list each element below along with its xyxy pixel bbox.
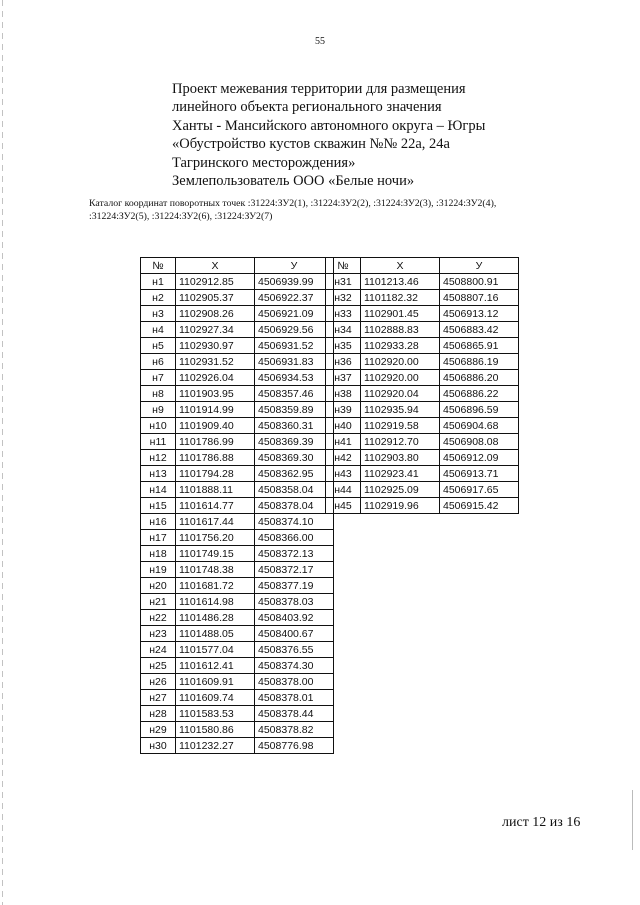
- table-row: [141, 706, 334, 722]
- x-coordinate: 1102920.04: [361, 386, 440, 402]
- y-coordinate: 4508378.00: [255, 674, 334, 690]
- point-number: н14: [141, 482, 176, 498]
- x-coordinate: 1102919.58: [361, 418, 440, 434]
- y-coordinate: 4506915.42: [440, 498, 519, 514]
- point-number: н19: [141, 562, 176, 578]
- x-coordinate: 1102920.00: [361, 354, 440, 370]
- x-coordinate: 1102933.28: [361, 338, 440, 354]
- x-coordinate: 1101786.99: [176, 434, 255, 450]
- title-line: Проект межевания территории для размещения: [172, 81, 466, 97]
- table-row: [326, 338, 519, 354]
- table-row: [141, 322, 334, 338]
- y-coordinate: 4508358.04: [255, 482, 334, 498]
- y-coordinate: 4508372.13: [255, 546, 334, 562]
- x-coordinate: 1102901.45: [361, 306, 440, 322]
- y-coordinate: 4506904.68: [440, 418, 519, 434]
- y-coordinate: 4508800.91: [440, 274, 519, 290]
- x-coordinate: 1101909.40: [176, 418, 255, 434]
- table-row: [141, 418, 334, 434]
- y-coordinate: 4508378.44: [255, 706, 334, 722]
- point-number: н5: [141, 338, 176, 354]
- table-row: [326, 322, 519, 338]
- table-row: [326, 450, 519, 466]
- y-coordinate: 4508403.92: [255, 610, 334, 626]
- point-number: н9: [141, 402, 176, 418]
- point-number: н25: [141, 658, 176, 674]
- x-coordinate: 1101749.15: [176, 546, 255, 562]
- point-number: н40: [326, 418, 361, 434]
- x-coordinate: 1101681.72: [176, 578, 255, 594]
- x-coordinate: 1101182.32: [361, 290, 440, 306]
- table-row: [141, 738, 334, 754]
- table-row: [141, 530, 334, 546]
- x-coordinate: 1101609.74: [176, 690, 255, 706]
- header-number: №: [326, 258, 361, 274]
- title-line: «Обустройство кустов скважин №№ 22а, 24а: [172, 136, 450, 153]
- x-coordinate: 1101488.05: [176, 626, 255, 642]
- sheet-counter: лист 12 из 16: [502, 815, 581, 830]
- table-row: [326, 354, 519, 370]
- y-coordinate: 4506886.20: [440, 370, 519, 386]
- catalog-caption: [89, 198, 589, 223]
- table-row: [141, 498, 334, 514]
- table-row: [326, 466, 519, 482]
- y-coordinate: 4508378.03: [255, 594, 334, 610]
- point-number: н18: [141, 546, 176, 562]
- point-number: н41: [326, 434, 361, 450]
- header-y: У: [255, 258, 334, 274]
- table-row: [141, 722, 334, 738]
- point-number: н31: [326, 274, 361, 290]
- y-coordinate: 4506865.91: [440, 338, 519, 354]
- x-coordinate: 1102905.37: [176, 290, 255, 306]
- point-number: н34: [326, 322, 361, 338]
- x-coordinate: 1101748.38: [176, 562, 255, 578]
- table-row: [141, 514, 334, 530]
- point-number: н32: [326, 290, 361, 306]
- table-row: [326, 482, 519, 498]
- table-body-right: [326, 274, 519, 514]
- y-coordinate: 4508376.55: [255, 642, 334, 658]
- y-coordinate: 4508369.30: [255, 450, 334, 466]
- point-number: н16: [141, 514, 176, 530]
- y-coordinate: 4506922.37: [255, 290, 334, 306]
- table-row: [141, 642, 334, 658]
- title-line: Ханты - Мансийского автономного округа – Югры: [172, 117, 486, 134]
- point-number: н6: [141, 354, 176, 370]
- x-coordinate: 1102903.80: [361, 450, 440, 466]
- y-coordinate: 4506896.59: [440, 402, 519, 418]
- y-coordinate: 4506929.56: [255, 322, 334, 338]
- table-row: [326, 290, 519, 306]
- x-coordinate: 1101794.28: [176, 466, 255, 482]
- point-number: н11: [141, 434, 176, 450]
- point-number: н38: [326, 386, 361, 402]
- x-coordinate: 1102888.83: [361, 322, 440, 338]
- point-number: н44: [326, 482, 361, 498]
- point-number: н37: [326, 370, 361, 386]
- x-coordinate: 1101903.95: [176, 386, 255, 402]
- page-number: 55: [315, 36, 325, 47]
- table-row: [326, 306, 519, 322]
- point-number: н30: [141, 738, 176, 754]
- x-coordinate: 1102919.96: [361, 498, 440, 514]
- table-row: [326, 386, 519, 402]
- point-number: н39: [326, 402, 361, 418]
- point-number: н22: [141, 610, 176, 626]
- title-line: Тагринского месторождения»: [172, 154, 356, 171]
- y-coordinate: 4508360.31: [255, 418, 334, 434]
- table-row: [326, 370, 519, 386]
- x-coordinate: 1101786.88: [176, 450, 255, 466]
- y-coordinate: 4508357.46: [255, 386, 334, 402]
- point-number: н29: [141, 722, 176, 738]
- x-coordinate: 1101609.91: [176, 674, 255, 690]
- point-number: н35: [326, 338, 361, 354]
- point-number: н28: [141, 706, 176, 722]
- table-row: [141, 306, 334, 322]
- table-row: [326, 402, 519, 418]
- x-coordinate: 1102908.26: [176, 306, 255, 322]
- table-row: [141, 290, 334, 306]
- point-number: н12: [141, 450, 176, 466]
- y-coordinate: 4508776.98: [255, 738, 334, 754]
- x-coordinate: 1101232.27: [176, 738, 255, 754]
- y-coordinate: 4506883.42: [440, 322, 519, 338]
- x-coordinate: 1101612.41: [176, 658, 255, 674]
- table-row: [141, 562, 334, 578]
- y-coordinate: 4506912.09: [440, 450, 519, 466]
- table-row: [141, 578, 334, 594]
- table-row: [326, 418, 519, 434]
- x-coordinate: 1101583.53: [176, 706, 255, 722]
- y-coordinate: 4506931.52: [255, 338, 334, 354]
- header-x: X: [176, 258, 255, 274]
- table-row: [141, 354, 334, 370]
- coordinates-table-left: [140, 257, 334, 754]
- x-coordinate: 1101580.86: [176, 722, 255, 738]
- x-coordinate: 1101888.11: [176, 482, 255, 498]
- y-coordinate: 4506934.53: [255, 370, 334, 386]
- y-coordinate: 4508359.89: [255, 402, 334, 418]
- y-coordinate: 4506886.22: [440, 386, 519, 402]
- point-number: н26: [141, 674, 176, 690]
- point-number: н43: [326, 466, 361, 482]
- y-coordinate: 4506886.19: [440, 354, 519, 370]
- y-coordinate: 4508807.16: [440, 290, 519, 306]
- document-title: [172, 80, 592, 190]
- catalog-line: Каталог координат поворотных точек :31224:ЗУ2(1), :31224:ЗУ2(2), :31224:ЗУ2(3), :31224:ЗУ2(4),: [89, 198, 497, 209]
- table-row: [141, 674, 334, 690]
- table-row: [141, 434, 334, 450]
- table-row: [141, 386, 334, 402]
- y-coordinate: 4508400.67: [255, 626, 334, 642]
- x-coordinate: 1102930.97: [176, 338, 255, 354]
- x-coordinate: 1102931.52: [176, 354, 255, 370]
- y-coordinate: 4506913.12: [440, 306, 519, 322]
- x-coordinate: 1101614.77: [176, 498, 255, 514]
- table-row: [326, 274, 519, 290]
- header-y: У: [440, 258, 519, 274]
- y-coordinate: 4508374.30: [255, 658, 334, 674]
- x-coordinate: 1102926.04: [176, 370, 255, 386]
- table-row: [141, 610, 334, 626]
- title-line: линейного объекта регионального значения: [172, 99, 442, 116]
- point-number: н20: [141, 578, 176, 594]
- x-coordinate: 1102920.00: [361, 370, 440, 386]
- table-header-row: [141, 258, 334, 274]
- table-row: [141, 626, 334, 642]
- table-row: [141, 450, 334, 466]
- point-number: н24: [141, 642, 176, 658]
- table-header-row: [326, 258, 519, 274]
- point-number: н36: [326, 354, 361, 370]
- scan-edge-right: [632, 790, 633, 850]
- y-coordinate: 4506921.09: [255, 306, 334, 322]
- y-coordinate: 4508372.17: [255, 562, 334, 578]
- point-number: н7: [141, 370, 176, 386]
- coordinates-table-right: [325, 257, 519, 514]
- x-coordinate: 1102925.09: [361, 482, 440, 498]
- y-coordinate: 4506913.71: [440, 466, 519, 482]
- table-row: [141, 546, 334, 562]
- table-row: [141, 466, 334, 482]
- x-coordinate: 1102927.34: [176, 322, 255, 338]
- x-coordinate: 1101577.04: [176, 642, 255, 658]
- point-number: н42: [326, 450, 361, 466]
- header-x: X: [361, 258, 440, 274]
- x-coordinate: 1102935.94: [361, 402, 440, 418]
- x-coordinate: 1101617.44: [176, 514, 255, 530]
- point-number: н15: [141, 498, 176, 514]
- title-line: Землепользователь ООО «Белые ночи»: [172, 173, 415, 190]
- table-row: [141, 594, 334, 610]
- table-row: [141, 402, 334, 418]
- y-coordinate: 4506908.08: [440, 434, 519, 450]
- y-coordinate: 4508378.82: [255, 722, 334, 738]
- catalog-line: :31224:ЗУ2(5), :31224:ЗУ2(6), :31224:ЗУ2(7): [89, 210, 273, 222]
- y-coordinate: 4508369.39: [255, 434, 334, 450]
- y-coordinate: 4508374.10: [255, 514, 334, 530]
- point-number: н23: [141, 626, 176, 642]
- point-number: н17: [141, 530, 176, 546]
- table-row: [141, 338, 334, 354]
- point-number: н33: [326, 306, 361, 322]
- table-row: [141, 370, 334, 386]
- x-coordinate: 1102912.70: [361, 434, 440, 450]
- point-number: н27: [141, 690, 176, 706]
- y-coordinate: 4508378.01: [255, 690, 334, 706]
- point-number: н10: [141, 418, 176, 434]
- table-row: [141, 690, 334, 706]
- y-coordinate: 4508362.95: [255, 466, 334, 482]
- table-row: [141, 658, 334, 674]
- point-number: н1: [141, 274, 176, 290]
- point-number: н21: [141, 594, 176, 610]
- table-row: [141, 274, 334, 290]
- point-number: н13: [141, 466, 176, 482]
- y-coordinate: 4506931.83: [255, 354, 334, 370]
- y-coordinate: 4508366.00: [255, 530, 334, 546]
- header-number: №: [141, 258, 176, 274]
- x-coordinate: 1101756.20: [176, 530, 255, 546]
- table-row: [326, 434, 519, 450]
- y-coordinate: 4506939.99: [255, 274, 334, 290]
- scan-edge-left: [2, 0, 3, 905]
- y-coordinate: 4508377.19: [255, 578, 334, 594]
- y-coordinate: 4506917.65: [440, 482, 519, 498]
- point-number: н4: [141, 322, 176, 338]
- table-row: [326, 498, 519, 514]
- x-coordinate: 1101914.99: [176, 402, 255, 418]
- point-number: н2: [141, 290, 176, 306]
- x-coordinate: 1101486.28: [176, 610, 255, 626]
- x-coordinate: 1101614.98: [176, 594, 255, 610]
- point-number: н45: [326, 498, 361, 514]
- y-coordinate: 4508378.04: [255, 498, 334, 514]
- table-row: [141, 482, 334, 498]
- table-body-left: [141, 274, 334, 754]
- x-coordinate: 1102912.85: [176, 274, 255, 290]
- point-number: н3: [141, 306, 176, 322]
- point-number: н8: [141, 386, 176, 402]
- x-coordinate: 1101213.46: [361, 274, 440, 290]
- x-coordinate: 1102923.41: [361, 466, 440, 482]
